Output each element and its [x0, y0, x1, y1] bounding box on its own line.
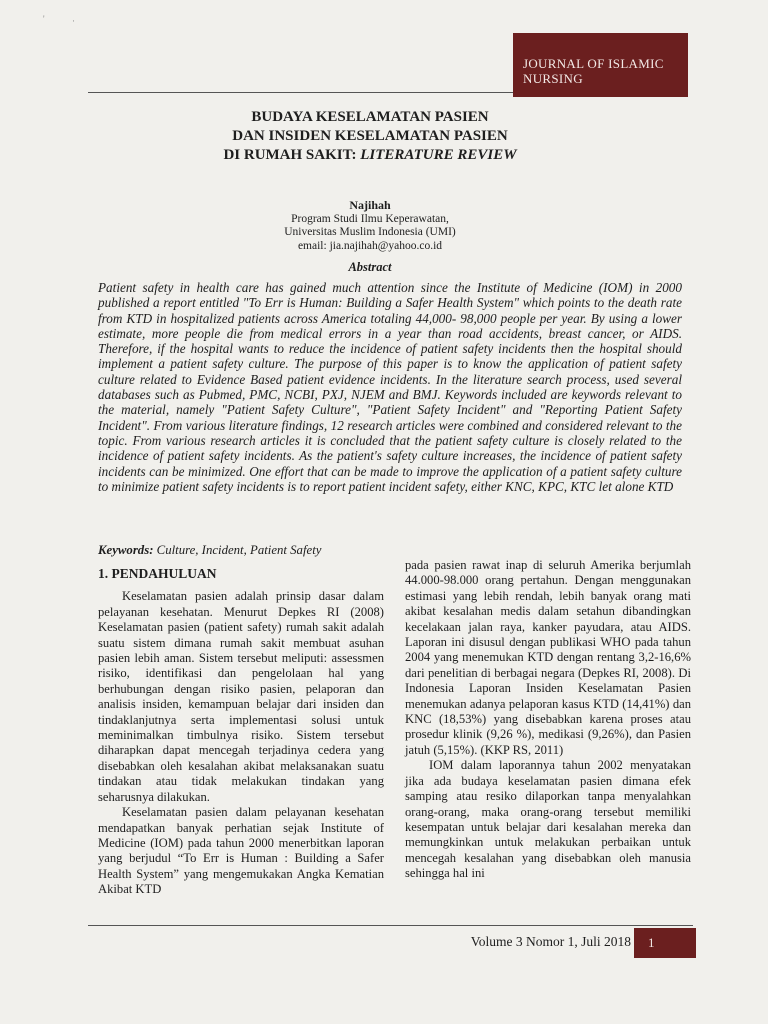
paragraph: IOM dalam laporannya tahun 2002 menyatakan jika ada budaya keselamatan pasien dimana efek samping atau resiko dilaporkan tanpa menyalahkan orang-orang, maka orang-orang tersebut memiliki kesempatan untuk belajar dari kesalahan mereka dan memungkinkan untuk melakukan perbaikan untuk mencegah kesalahan yang disebabkan oleh manusia sehingga hal ini [405, 758, 691, 881]
author-university: Universitas Muslim Indonesia (UMI) [284, 226, 456, 238]
paragraph: pada pasien rawat inap di seluruh Amerika berjumlah 44.000-98.000 orang pertahun. Dengan menggunakan estimasi yang lebih rendah, lebih banyak orang mati akibat kesalahan medis dalam setahun dibandingkan kecelakaan jalan raya, kanker payudara, atau AIDS. Laporan ini disusul dengan publikasi WHO pada tahun 2004 yang menemukan KTD dengan rentang 3,2-16,6% dari penelitian di berbagai negara (Depkes RI, 2008). Di Indonesia Laporan Insiden Keselamatan Pasien menemukan adanya pelaporan kasus KTD (14,41%) dan KNC (18,53%) yang disebabkan karena proses atau prosedur klinik (9,26 %), medikasi (9,26%), dan Pasien jatuh (5,15%). (KKP RS, 2011) [405, 558, 691, 757]
author-block [200, 199, 540, 253]
author-name: Najihah [349, 198, 391, 212]
column-right [405, 558, 691, 882]
scan-speck: · [72, 16, 75, 26]
title-line-3: DI RUMAH SAKIT: LITERATURE REVIEW [223, 147, 517, 163]
paragraph: Keselamatan pasien adalah prinsip dasar dalam pelayanan kesehatan. Menurut Depkes RI (2008) Keselamatan pasien (patient safety) rumah sakit adalah suatu sistem dimana rumah sakit membuat asuhan pasien lebih aman. Sistem tersebut meliputi: assessmen risiko, identifikasi dan pengelolaan hal yang berhubungan dengan risiko pasien, pelaporan dan analisis insiden, kemampuan belajar dari insiden dan tindaklanjutnya serta implementasi solusi untuk meminimalkan timbulnya risiko. Sistem tersebut diharapkan dapat mencegah terjadinya cedera yang disebabkan oleh kesalahan akibat melaksanakan suatu tindakan atau tidak melakukan tindakan yang seharusnya dilakukan. [98, 589, 384, 804]
column-left [98, 566, 384, 898]
paragraph: Keselamatan pasien dalam pelayanan kesehatan mendapatkan banyak perhatian sejak Institute of Medicine (IOM) pada tahun 2000 menerbitkan laporan yang berjudul “To Err is Human : Building a Safer Health System” yang mengemukakan Angka Kematian Akibat KTD [98, 805, 384, 897]
section-heading: 1. PENDAHULUAN [98, 566, 217, 581]
journal-name-line1: JOURNAL OF ISLAMIC [523, 56, 664, 71]
title-line-2: DAN INSIDEN KESELAMATAN PASIEN [232, 128, 508, 144]
title-line-1: BUDAYA KESELAMATAN PASIEN [251, 109, 489, 125]
article-title [150, 108, 590, 165]
volume-info: Volume 3 Nomor 1, Juli 2018 [470, 934, 631, 949]
author-email: email: jia.najihah@yahoo.co.id [297, 239, 443, 252]
author-department: Program Studi Ilmu Keperawatan, [291, 212, 449, 225]
journal-name-line2: NURSING [523, 71, 583, 86]
keywords-label: Keywords: [98, 543, 154, 557]
keywords-text: Culture, Incident, Patient Safety [153, 543, 322, 557]
header-rule [88, 92, 513, 93]
journal-name-box [513, 33, 688, 97]
footer-rule [88, 925, 693, 926]
page-number: 1 [634, 928, 696, 958]
abstract-text: Patient safety in health care has gained much attention since the Institute of Medicine (IOM) in 2000 published a report entitled "To Err is Human: Building a Safer Health System" which points to the death rate from KTD in hospitalized patients across America totaling 44,000- 98,000 people per year. By using a lower estimate, more people die from medical errors in a year than road accidents, breast cancer, or AIDS. Therefore, if the hospital wants to reduce the incidence of patient safety incidents then the hospital should implement a patient safety culture. The purpose of this paper is to know the application of patient safety culture related to Evidence Based patient evidence incidents. In the literature search process, used several databases such as Pubmed, PMC, NCBI, PXJ, NJEM and BMJ. Keywords included are keywords relevant to the material, namely "Patient Safety Culture", "Patient Safety Incident" and "Reporting Patient Safety Incident". From various literature findings, 12 research articles were combined and considered relevant to the topic. From various research articles it is concluded that the patient safety culture is closely related to the incidence of patient safety incidents. As the patient's safety culture increases, the incidence of patient safety incidents can be minimized. One effort that can be made to improve the application of a patient safety culture to minimize patient safety incidents is to report patient incident safety, either KNC, KPC, KTC let alone KTD [98, 280, 682, 494]
abstract-heading: Abstract [348, 260, 392, 274]
scan-speck: ' [43, 14, 45, 24]
keywords [98, 543, 428, 558]
